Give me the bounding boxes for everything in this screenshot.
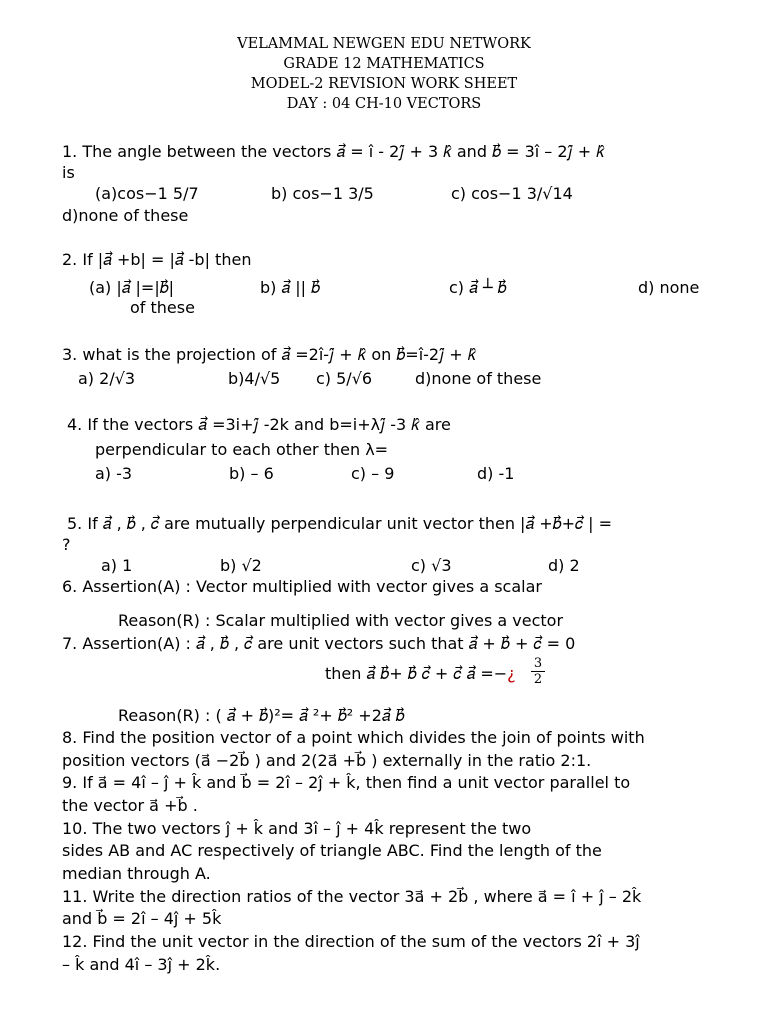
q5-stem: 5. If 𝑎⃗ , 𝑏⃗ , 𝑐⃗ are mutually perpendicular unit vector then |𝑎⃗ +𝑏⃗+𝑐⃗ | = [67, 514, 613, 533]
q12-line-1: 12. Find the unit vector in the direction of the sum of the vectors 2î + 3ĵ [62, 932, 640, 951]
q4-option-a: a) -3 [95, 464, 133, 483]
q5-option-c: c) √3 [411, 556, 452, 575]
q5-option-a: a) 1 [101, 556, 133, 575]
q2-option-b: b) 𝑎⃗ || 𝑏⃗ [260, 278, 321, 297]
q3-option-c: c) 5/√6 [316, 369, 373, 388]
q3-option-d: d)none of these [415, 369, 542, 388]
q10-line-3: median through A. [62, 864, 211, 883]
q2-option-d: d) none [638, 278, 700, 297]
q2-option-a: (a) |𝑎⃗ |=|𝑏⃗| [89, 278, 175, 297]
q1-option-a: (a)cos−1 5/7 [95, 184, 199, 203]
q1-option-d: d)none of these [62, 206, 189, 225]
q7-glyph: ¿ [507, 664, 516, 683]
q7-then [325, 663, 516, 685]
worksheet-title: MODEL-2 REVISION WORK SHEET [250, 76, 518, 92]
q1-option-c: c) cos−1 3/√14 [451, 184, 573, 203]
q1-option-b: b) cos−1 3/5 [271, 184, 374, 203]
q9-line-1: 9. If a⃗ = 4î – ĵ + k̂ and b⃗ = 2î – 2ĵ + k̂, then find a unit vector parallel to [62, 773, 631, 792]
q7-fraction-numerator: 3 [533, 656, 543, 671]
q8-line-1: 8. Find the position vector of a point which divides the join of points with [62, 728, 645, 747]
q7-then-text: then 𝑎⃗ 𝑏⃗+ 𝑏⃗ 𝑐⃗ + 𝑐⃗ 𝑎⃗ =− [325, 664, 508, 683]
q3-option-a: a) 2/√3 [78, 369, 136, 388]
q7-fraction [531, 657, 545, 686]
q2-option-d-cont: of these [130, 298, 195, 317]
q12-line-2: – k̂ and 4î – 3ĵ + 2k̂. [62, 955, 221, 974]
q11-line-2: and b⃗ = 2î – 4ĵ + 5k̂ [62, 909, 222, 928]
q4-option-b: b) – 6 [229, 464, 274, 483]
q2-option-c: c) 𝑎⃗ ┴ 𝑏⃗ [449, 278, 507, 297]
q3-stem: 3. what is the projection of 𝑎⃗ =2î-𝑗̂ + 𝑘̂ on 𝑏⃗=î-2𝑗̂ + 𝑘̂ [62, 345, 477, 364]
q8-line-2: position vectors (a⃗ −2b⃗ ) and 2(2a⃗ +b⃗ ) externally in the ratio 2:1. [62, 751, 592, 770]
q4-option-c: c) – 9 [351, 464, 395, 483]
q7-reason: Reason(R) : ( 𝑎⃗ + 𝑏⃗)²= 𝑎⃗ ²+ 𝑏⃗² +2𝑎⃗ 𝑏⃗ [118, 706, 405, 725]
q3-option-b: b)4/√5 [228, 369, 281, 388]
q5-stem-cont: ? [62, 535, 71, 554]
school-name: VELAMMAL NEWGEN EDU NETWORK [237, 36, 531, 52]
grade-subject: GRADE 12 MATHEMATICS [283, 56, 485, 72]
q9-line-2: the vector a⃗ +b⃗ . [62, 796, 198, 815]
q5-option-b: b) √2 [220, 556, 262, 575]
q11-line-1: 11. Write the direction ratios of the vector 3a⃗ + 2b⃗ , where a⃗ = î + ĵ – 2k̂ [62, 887, 642, 906]
q6-assertion: 6. Assertion(A) : Vector multiplied with vector gives a scalar [62, 577, 542, 596]
q1-stem-cont: is [62, 163, 75, 182]
q7-fraction-denominator: 2 [533, 672, 543, 687]
q2-stem: 2. If |𝑎⃗ +b| = |𝑎⃗ -b| then [62, 250, 252, 269]
day-chapter: DAY : 04 CH-10 VECTORS [286, 96, 482, 112]
q4-stem: 4. If the vectors 𝑎⃗ =3i+𝑗̂ -2k and b=i+λ𝑗̂ -3 𝑘̂ are [67, 415, 451, 434]
q10-line-1: 10. The two vectors ĵ + k̂ and 3î – ĵ + 4k̂ represent the two [62, 819, 532, 838]
q1-stem: 1. The angle between the vectors 𝑎⃗ = î - 2𝑗̂ + 3 𝑘̂ and 𝑏⃗ = 3î – 2𝑗̂ + 𝑘̂ [62, 142, 605, 161]
q7-assertion: 7. Assertion(A) : 𝑎⃗ , 𝑏⃗ , 𝑐⃗ are unit vectors such that 𝑎⃗ + 𝑏⃗ + 𝑐⃗ = 0 [62, 634, 576, 653]
q4-option-d: d) -1 [477, 464, 515, 483]
q10-line-2: sides AB and AC respectively of triangle ABC. Find the length of the [62, 841, 602, 860]
q4-stem-cont: perpendicular to each other then λ= [95, 440, 389, 459]
q5-option-d: d) 2 [548, 556, 580, 575]
q6-reason: Reason(R) : Scalar multiplied with vector gives a vector [118, 611, 564, 630]
